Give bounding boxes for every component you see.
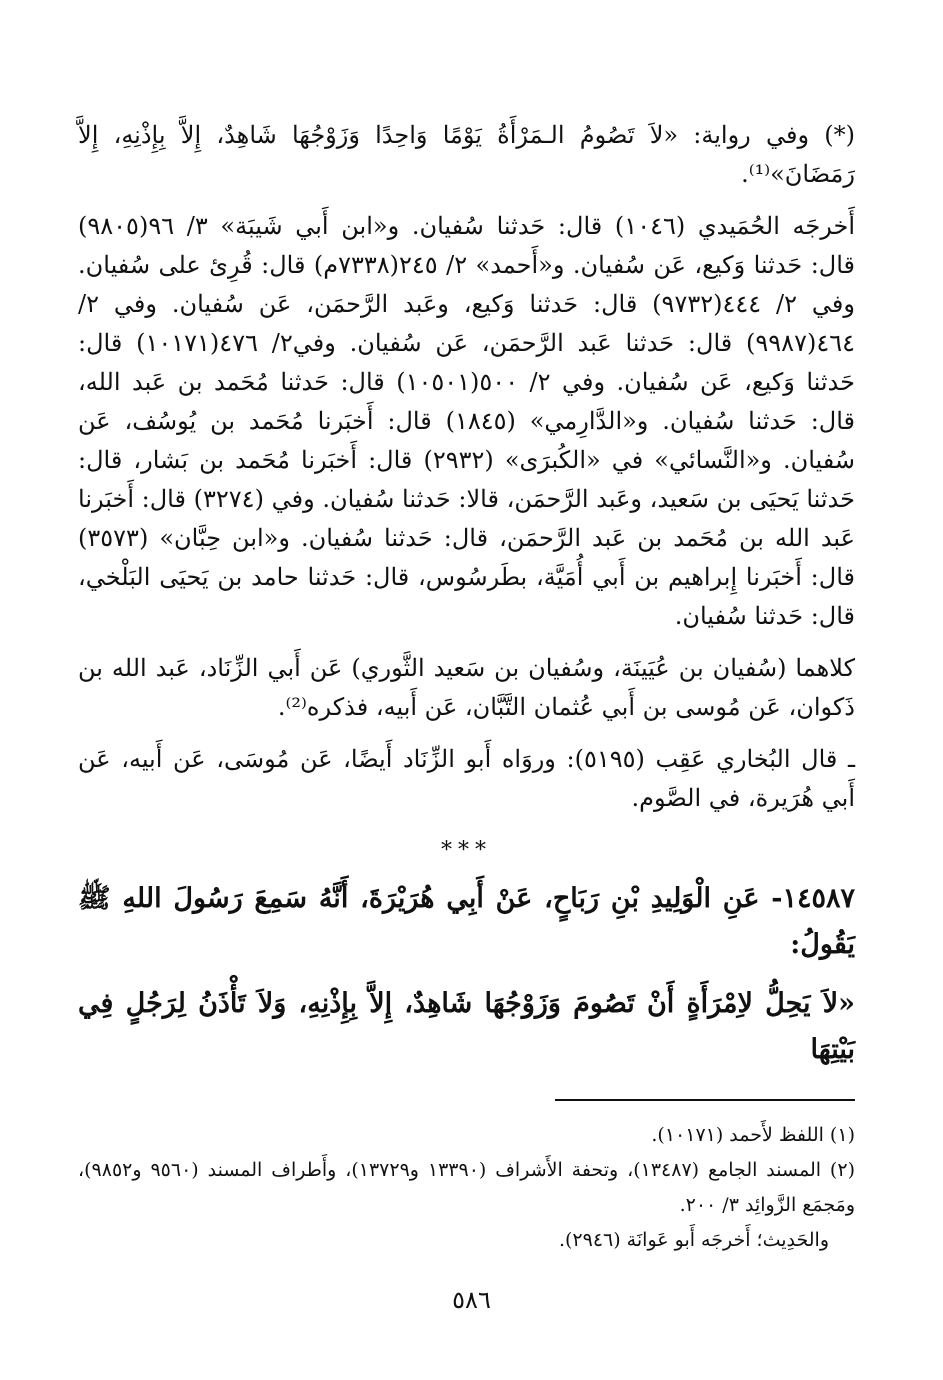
riwaya-paragraph: (*) وفي رواية: «لاَ تَصُومُ الـمَرْأَةُ يَوْمًا وَاحِدًا وَزَوْجُهَا شَاهِدٌ، إِلاَّ بِإِذْنِهِ، إِلاَّ رَمَضَانَ»⁽¹⁾. — [78, 121, 855, 188]
hadith-text: «لاَ يَحِلُّ لاِمْرَأَةٍ أَنْ تَصُومَ وَزَوْجُهَا شَاهِدٌ، إِلاَّ بِإِذْنِهِ، وَلاَ تَأْذَنُ لِرَجُلٍ فِي بَيْتِهَا — [78, 988, 855, 1065]
section-separator: *** — [441, 838, 492, 863]
footnote-divider — [555, 1099, 855, 1101]
hadith-intro: ١٤٥٨٧- عَنِ الْوَلِيدِ بْنِ رَبَاحٍ، عَنْ أَبِي هُرَيْرَةَ، أَنَّهُ سَمِعَ رَسُولَ اللهِ ﷺ يَقُولُ: — [78, 883, 855, 960]
main-text — [78, 116, 855, 1086]
footnotes — [78, 1118, 855, 1258]
kilahuma-paragraph: كلاهما (سُفيان بن عُيَينَة، وسُفيان بن سَعيد الثَّوري) عَن أَبي الزِّنَاد، عَبد الله بن ذَكوان، عَن مُوسى بن أَبي عُثمان التَّبَّان، عَن أَبيه، فذكره⁽²⁾. — [78, 654, 856, 721]
footnote-1: (١) اللفظ لأَحمد (١٠١٧١). — [651, 1124, 855, 1146]
footnote-2-continuation: والحَدِيث؛ أَخرجَه أَبو عَوانَة (٢٩٤٦). — [558, 1229, 829, 1251]
footnote-2: (٢) المسند الجامع (١٣٤٨٧)، وتحفة الأَشراف (١٣٣٩٠ و١٣٧٢٩)، وأَطراف المسند (٩٥٦٠ و٩٨٥٢)، ومَجمَع الزَّوائِد ٣/ ٢٠٠. — [78, 1159, 855, 1216]
takhrij-paragraph: أَخرجَه الحُمَيدي (١٠٤٦) قال: حَدثنا سُفيان. و«ابن أَبي شَيبَة» ٣/ ٩٦(٩٨٠٥) قال: حَدثنا وَكيع، عَن سُفيان. و«أَحمد» ٢/ ٢٤٥(٧٣٣٨م) قال: قُرِئ على سُفيان. وفي ٢/ ٤٤٤(٩٧٣٢) قال: حَدثنا وَكيع، وعَبد الرَّحمَن، عَن سُفيان. وفي ٢/ ٤٦٤(٩٩٨٧) قال: حَدثنا عَبد الرَّحمَن، عَن سُفيان. وفي٢/ ٤٧٦(١٠١٧١) قال: حَدثنا وَكيع، عَن سُفيان. وفي ٢/ ٥٠٠(١٠٥٠١) قال: حَدثنا مُحَمد بن عَبد الله، قال: حَدثنا سُفيان. و«الدَّارِمي» (١٨٤٥) قال: أَخبَرنا مُحَمد بن يُوسُف، عَن سُفيان. و«النَّسائي» في «الكُبرَى» (٢٩٣٢) قال: أَخبَرنا مُحَمد بن بَشار، قال: حَدثنا يَحيَى بن سَعيد، وعَبد الرَّحمَن، قالا: حَدثنا سُفيان. وفي (٣٢٧٤) قال: أَخبَرنا عَبد الله بن مُحَمد بن عَبد الرَّحمَن، قال: حَدثنا سُفيان. و«ابن حِبَّان» (٣٥٧٣) قال: أَخبَرنا إِبراهيم بن أَبي أُمَيَّة، بطَرسُوس، قال: حَدثنا حامد بن يَحيَى البَلْخي، قال: حَدثنا سُفيان. — [78, 212, 856, 630]
page-number: ٥٨٦ — [452, 1286, 491, 1314]
bukhari-note-paragraph: ـ قال البُخاري عَقِب (٥١٩٥): وروَاه أَبو الزِّنَاد أَيضًا، عَن مُوسَى، عَن أَبيه، عَن أَبي هُرَيرة، في الصَّوم. — [78, 745, 855, 812]
